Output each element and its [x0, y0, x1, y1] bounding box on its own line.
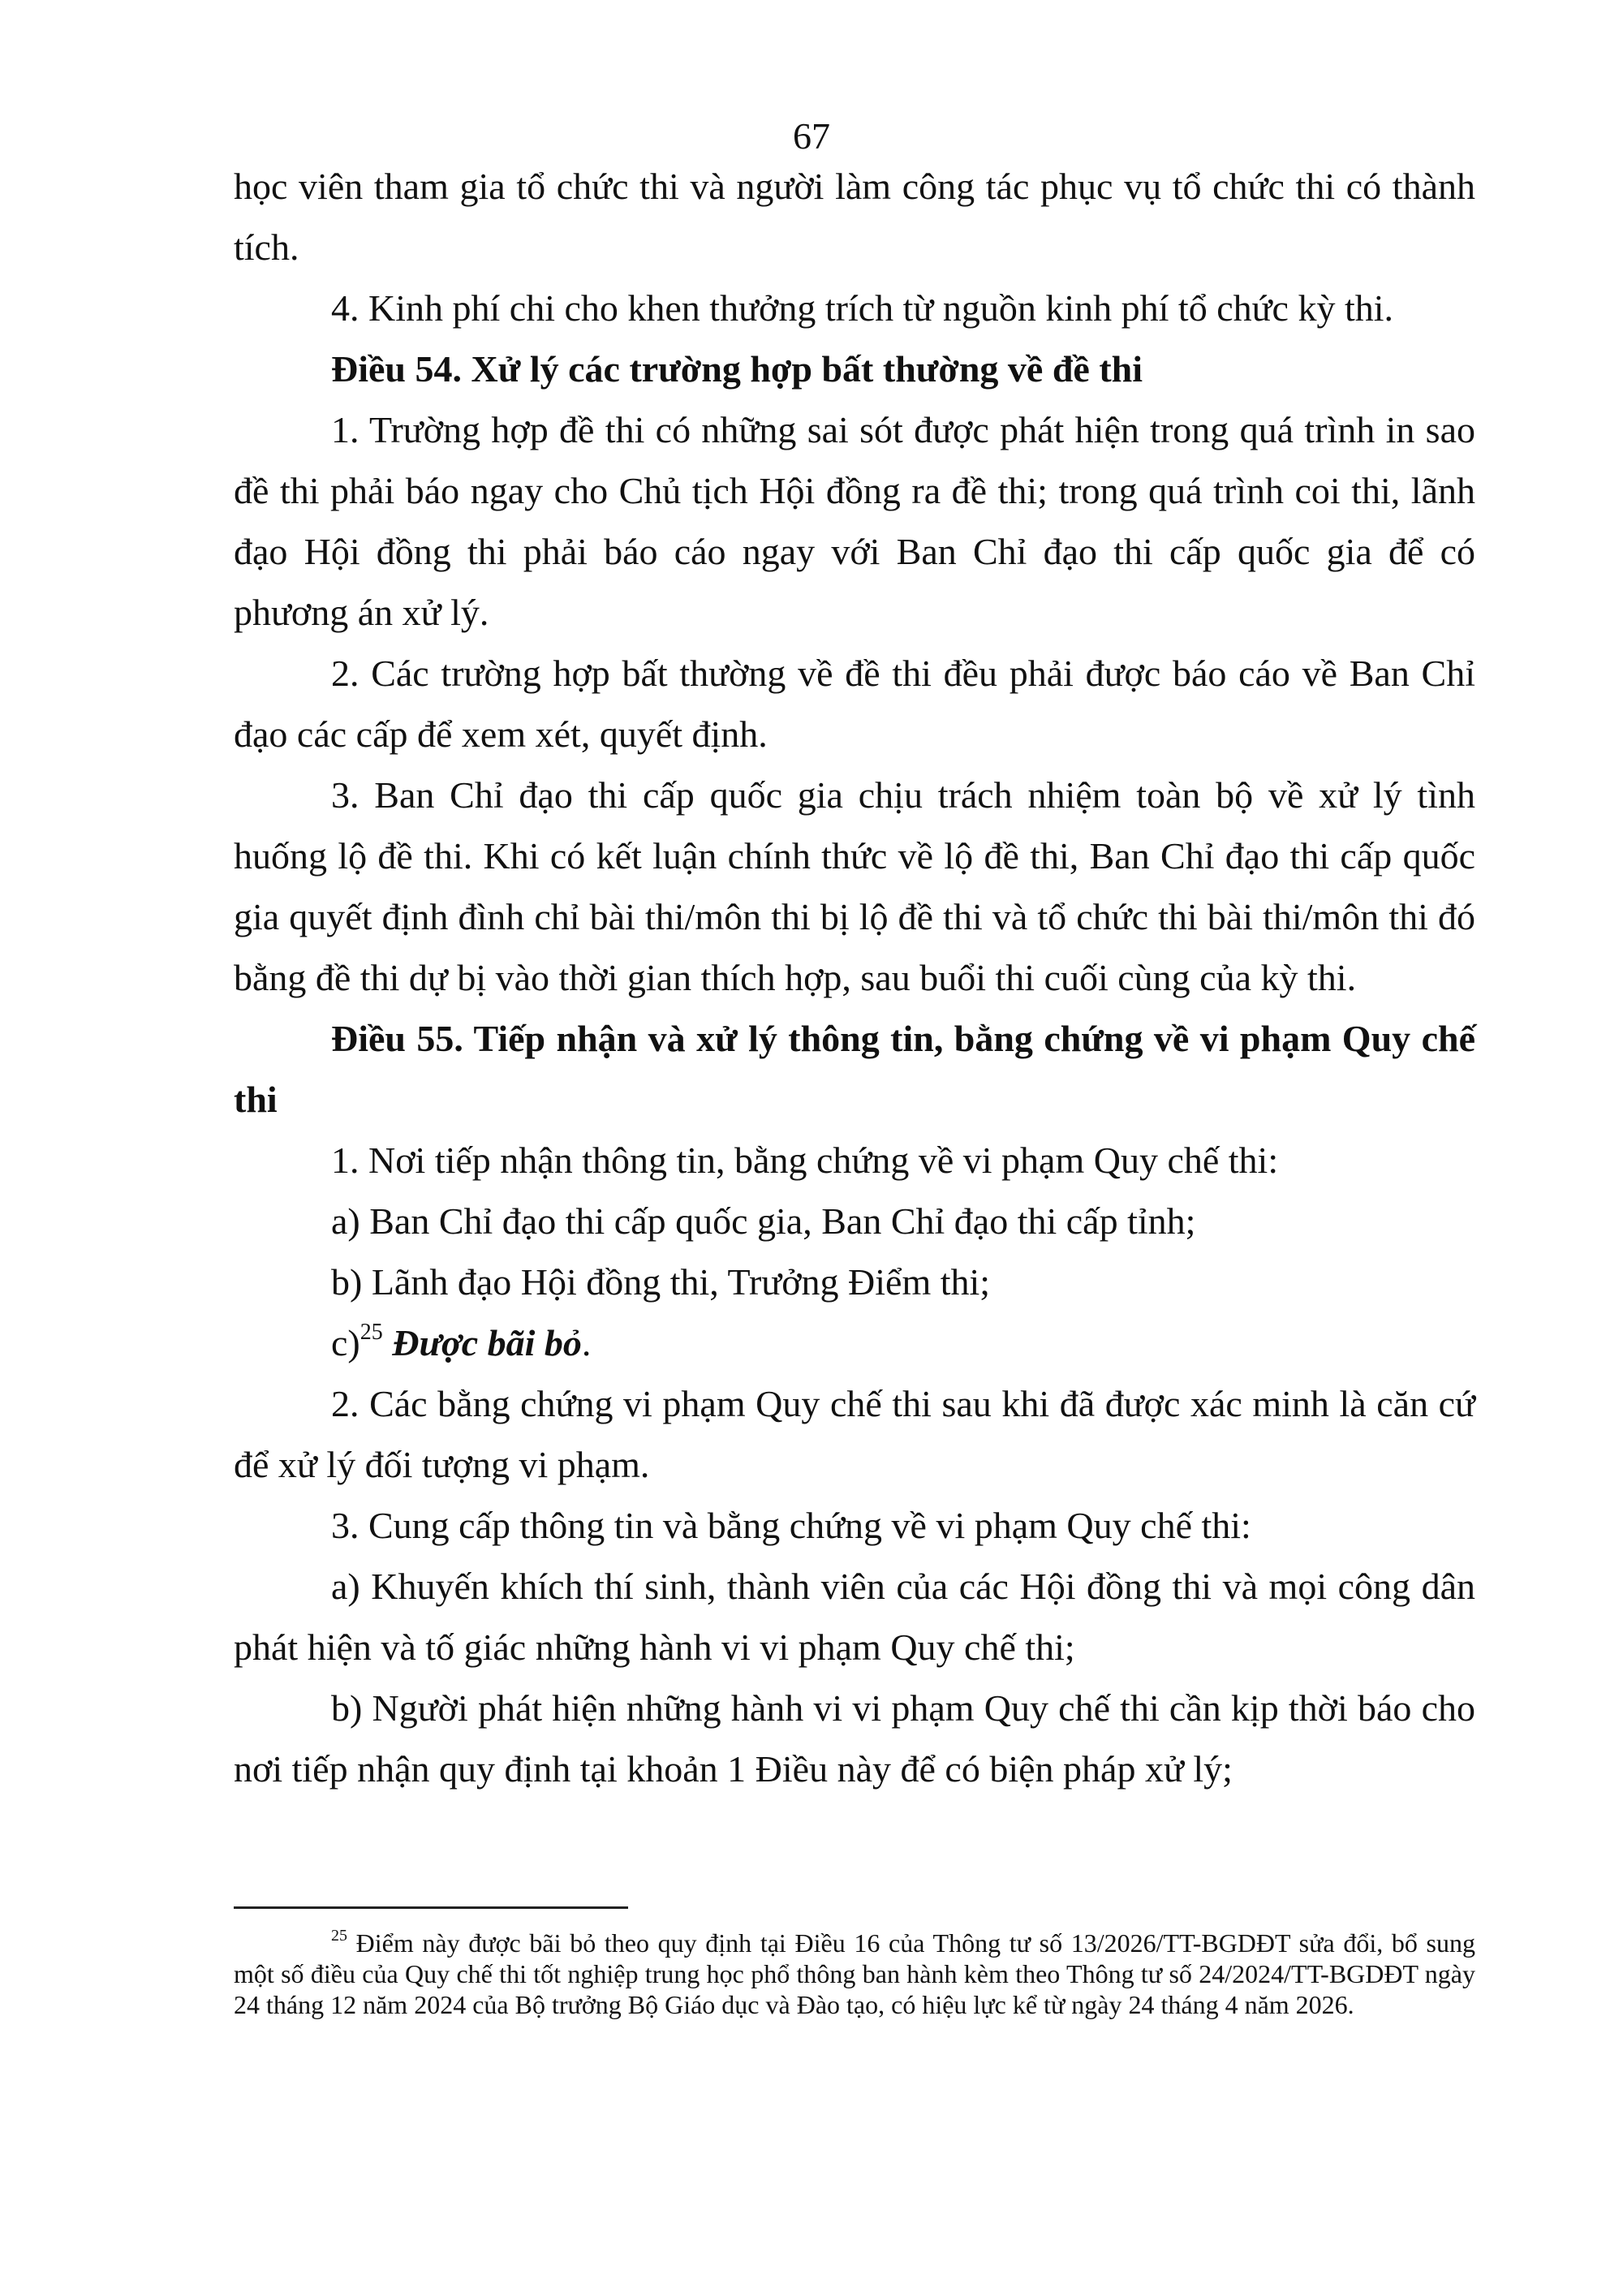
footnote-marker: 25	[331, 1927, 347, 1945]
article-55-clause-1c	[234, 1312, 1475, 1373]
footnote-text: Điểm này được bãi bỏ theo quy định tại Điều 16 của Thông tư số 13/2026/TT-BGDĐT sửa đổi, bổ sung một số điều của Quy chế thi tốt nghiệp trung học phổ thông ban hành kèm theo Thông tư số 24/2024/TT-BGDĐT ngày 24 tháng 12 năm 2024 của Bộ trưởng Bộ Giáo dục và Đào tạo, có hiệu lực kể từ ngày 24 tháng 4 năm 2026.	[234, 1928, 1475, 2019]
clause-1c-repealed-text: Được bãi bỏ	[382, 1322, 582, 1363]
article-54-heading: Điều 54. Xử lý các trường hợp bất thường về đề thi	[331, 348, 1143, 390]
clause-1c-period: .	[581, 1322, 592, 1363]
article-54-clause-3: 3. Ban Chỉ đạo thi cấp quốc gia chịu trách nhiệm toàn bộ về xử lý tình huống lộ đề thi. Khi có kết luận chính thức về lộ đề thi, Ban Chỉ đạo thi cấp quốc gia quyết định đình chỉ bài thi/môn thi bị lộ đề thi và tổ chức thi bài thi/môn thi đó bằng đề thi dự bị vào thời gian thích hợp, sau buổi thi cuối cùng của kỳ thi.	[234, 774, 1475, 998]
paragraph-clause-4: 4. Kinh phí chi cho khen thưởng trích từ nguồn kinh phí tổ chức kỳ thi.	[331, 287, 1394, 329]
article-55-clause-1b: b) Lãnh đạo Hội đồng thi, Trưởng Điểm thi;	[331, 1261, 991, 1303]
article-55-clause-1a: a) Ban Chỉ đạo thi cấp quốc gia, Ban Chỉ đạo thi cấp tỉnh;	[331, 1200, 1196, 1242]
article-55-clause-3a: a) Khuyến khích thí sinh, thành viên của các Hội đồng thi và mọi công dân phát hiện và tố giác những hành vi vi phạm Quy chế thi;	[234, 1566, 1475, 1668]
footnote-divider	[234, 1906, 628, 1909]
clause-1c-prefix: c)	[331, 1322, 360, 1363]
footnote-reference[interactable]: 25	[359, 1319, 383, 1345]
article-55-clause-3b: b) Người phát hiện những hành vi vi phạm Quy chế thi cần kịp thời báo cho nơi tiếp nhận quy định tại khoản 1 Điều này để có biện pháp xử lý;	[234, 1687, 1475, 1790]
article-55-clause-1: 1. Nơi tiếp nhận thông tin, bằng chứng về vi phạm Quy chế thi:	[331, 1139, 1279, 1181]
article-55-clause-3: 3. Cung cấp thông tin và bằng chứng về vi phạm Quy chế thi:	[331, 1505, 1251, 1546]
article-54-clause-2: 2. Các trường hợp bất thường về đề thi đều phải được báo cáo về Ban Chỉ đạo các cấp để xem xét, quyết định.	[234, 653, 1475, 755]
article-55-clause-2: 2. Các bằng chứng vi phạm Quy chế thi sau khi đã được xác minh là căn cứ để xử lý đối tượng vi phạm.	[234, 1383, 1475, 1485]
document-body	[234, 156, 1475, 1799]
article-54-clause-1: 1. Trường hợp đề thi có những sai sót được phát hiện trong quá trình in sao đề thi phải báo ngay cho Chủ tịch Hội đồng ra đề thi; trong quá trình coi thi, lãnh đạo Hội đồng thi phải báo cáo ngay với Ban Chỉ đạo thi cấp quốc gia để có phương án xử lý.	[234, 409, 1475, 633]
page-number: 67	[793, 115, 830, 157]
article-55-heading: Điều 55. Tiếp nhận và xử lý thông tin, bằng chứng về vi phạm Quy chế thi	[234, 1018, 1475, 1120]
footnote	[234, 1928, 1475, 2020]
paragraph-continuation: học viên tham gia tổ chức thi và người làm công tác phục vụ tổ chức thi có thành tích.	[234, 166, 1475, 268]
